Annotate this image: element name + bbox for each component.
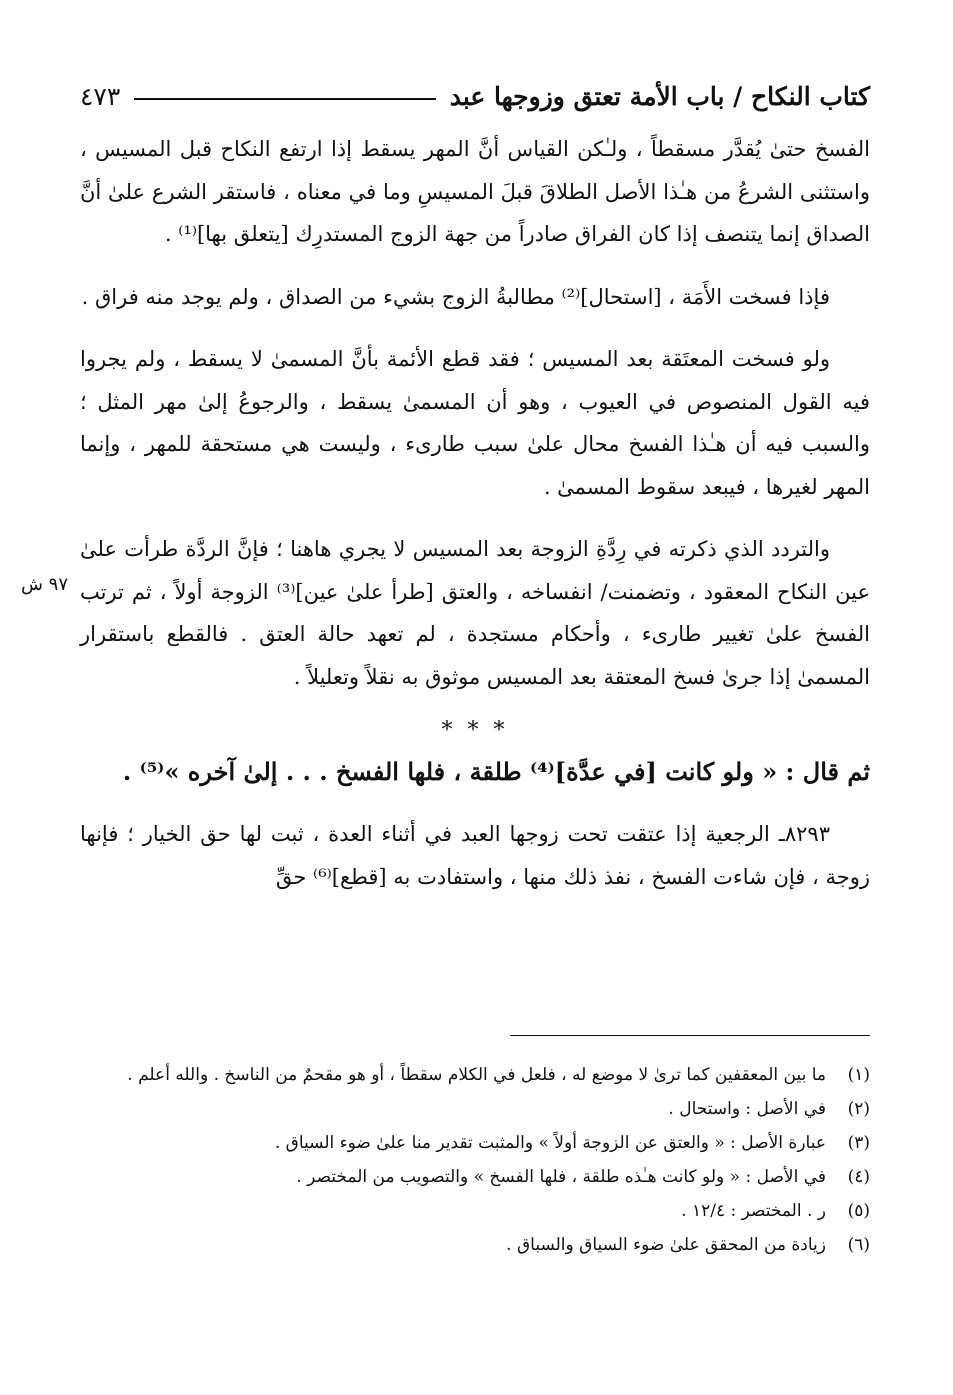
footnote bbox=[80, 1128, 870, 1158]
footnote-text: زيادة من المحقق علىٰ ضوء السياق والسباق . bbox=[506, 1235, 826, 1255]
page-number: ٤٧٣ bbox=[80, 81, 121, 111]
footnote bbox=[80, 1230, 870, 1260]
footnote-text: عبارة الأصل : « والعتق عن الزوجة أولاً » والمثبت تقدير منا علىٰ ضوء السياق . bbox=[274, 1133, 826, 1153]
footnote-number: (١) bbox=[847, 1065, 870, 1085]
marginal-note: ٩٧ ش bbox=[20, 574, 68, 595]
footnote-number: (٣) bbox=[847, 1133, 870, 1153]
main-text bbox=[20, 128, 871, 918]
paragraph-4: والتردد الذي ذكرته في رِدَّةِ الزوجة بعد المسيس لا يجري هاهنا ؛ فإنَّ الردَّة طرأت علىٰ عين النكاح المعقود ، وتضمنت/ انفساخه ، والعتق [طرأ علىٰ عين]⁽³⁾ الزوجة أولاً ، ثم ترتب الفسخ علىٰ تغيير طارىء ، وأحكام مستجدة ، لم تعهد حالة العتق . فالقطع باستقرار المسمىٰ إذا جرىٰ فسخ المعتقة بعد المسيس موثوق به نقلاً وتعليلاً . bbox=[80, 537, 871, 689]
section-separator: * * * bbox=[441, 718, 509, 743]
footnote-text: في الأصل : واستحال . bbox=[668, 1099, 826, 1119]
paragraph-3: ولو فسخت المعتَقة بعد المسيس ؛ فقد قطع الأئمة بأنَّ المسمىٰ لا يسقط ، ولم يجروا فيه القول المنصوص في العيوب ، وهو أن المسمىٰ يسقط ، والرجوعُ إلىٰ مهر المثل ؛ والسبب فيه أن هـٰذا الفسخ محال علىٰ سبب طارىء ، وليست هي مستحقة للمهر ، وإنما المهر لغيرها ، فيبعد سقوط المسمىٰ . bbox=[80, 347, 870, 499]
paragraph-2: فإذا فسخت الأَمَة ، [استحال]⁽²⁾ مطالبةُ الزوج بشيء من الصداق ، ولم يوجد منه فراق . bbox=[81, 284, 830, 309]
running-title: كتاب النكاح / باب الأمة تعتق وزوجها عبد bbox=[449, 81, 870, 111]
footnote-number: (٢) bbox=[847, 1099, 870, 1119]
footnote bbox=[80, 1196, 870, 1226]
paragraph-4-wrap bbox=[20, 528, 871, 698]
footnote-text: ما بين المعقفين كما ترىٰ لا موضع له ، فلعل في الكلام سقطاً ، أو هو مقحمٌ من الناسخ . والله أعلم . bbox=[127, 1065, 826, 1085]
footnote bbox=[80, 1060, 870, 1090]
paragraph-1: الفسخ حتىٰ يُقدَّر مسقطاً ، ولـٰكن القياس أنَّ المهر يسقط إذا ارتفع النكاح قبل المسيس ، واستثنى الشرعُ من هـٰذا الأصل الطلاقَ قبلَ المسيسِ وما في معناه ، فاستقر الشرع علىٰ أنَّ الصداق إنما يتنصف إذا كان الفراق صادراً من جهة الزوج المستدرِك [يتعلق بها]⁽¹⁾ . bbox=[80, 137, 870, 246]
footnote bbox=[80, 1162, 870, 1192]
footnote-rule bbox=[510, 1035, 870, 1036]
quoted-text: ثم قال : « ولو كانت [في عدَّة]⁽⁴⁾ طلقة ، فلها الفسخ . . . إلىٰ آخره »⁽⁵⁾ . bbox=[122, 757, 870, 786]
footnote-text: ر . المختصر : ١٢/٤ . bbox=[681, 1201, 826, 1221]
footnotes bbox=[80, 1060, 870, 1264]
footnote-number: (٤) bbox=[847, 1167, 870, 1187]
footnote bbox=[80, 1094, 870, 1124]
book-page bbox=[20, 70, 871, 1360]
page-header bbox=[80, 70, 870, 122]
footnote-text: في الأصل : « ولو كانت هـٰذه طلقة ، فلها الفسخ » والتصويب من المختصر . bbox=[296, 1167, 826, 1187]
header-rule bbox=[134, 98, 435, 100]
footnote-number: (٦) bbox=[847, 1235, 870, 1255]
numbered-paragraph: ٨٢٩٣ـ الرجعية إذا عتقت تحت زوجها العبد في أثناء العدة ، ثبت لها حق الخيار ؛ فإنها زوجة ، فإن شاءت الفسخ ، نفذ ذلك منها ، واستفادت به [قطع]⁽⁶⁾ حقِّ bbox=[80, 822, 870, 889]
footnote-number: (٥) bbox=[847, 1201, 870, 1221]
